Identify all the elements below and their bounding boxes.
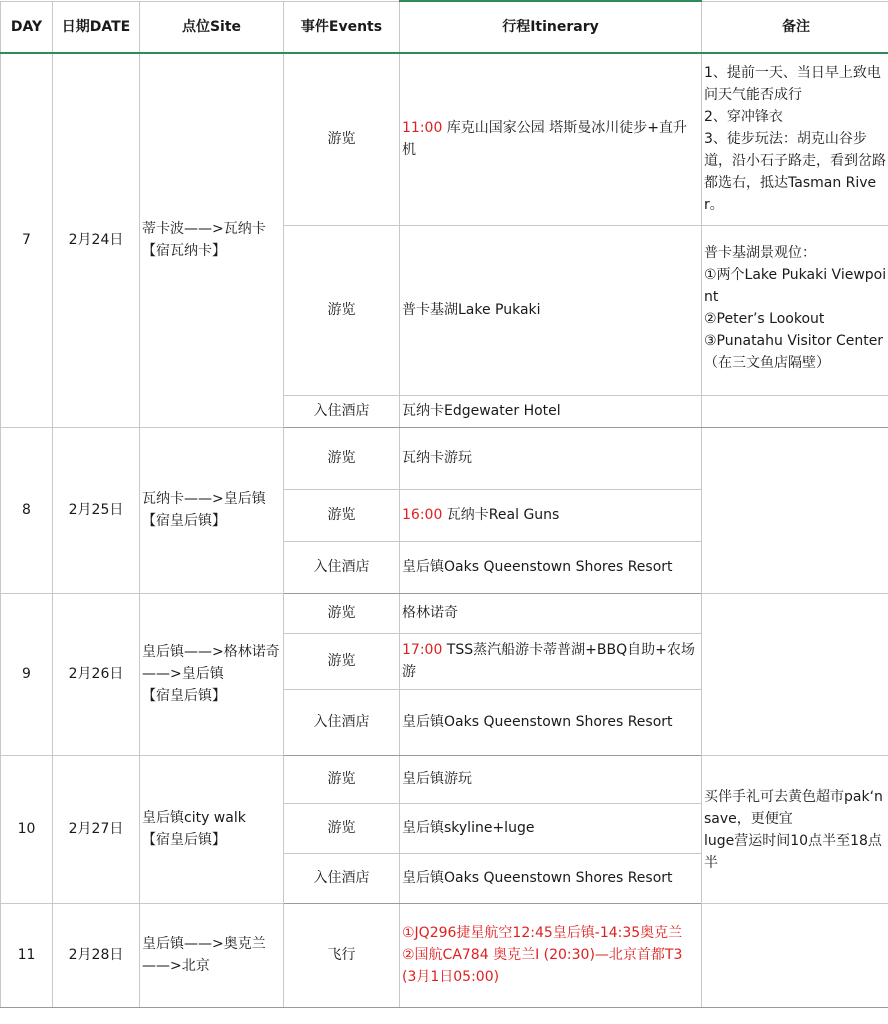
- itinerary-cell: [400, 633, 702, 689]
- itinerary-cell: [400, 689, 702, 755]
- itinerary-cell: [400, 903, 702, 1007]
- event-cell: 游览: [284, 633, 400, 689]
- itinerary-cell: [400, 53, 702, 225]
- itinerary-cell: [400, 803, 702, 853]
- itinerary-text: 瓦纳卡游玩: [402, 450, 472, 466]
- flight-line: ②国航CA784 奥克兰I (20:30)—北京首都T3 (3月1日05:00): [402, 947, 683, 985]
- site-cell: [140, 903, 284, 1007]
- day-number: 10: [1, 755, 53, 903]
- day-number: 9: [1, 593, 53, 755]
- site-cell: [140, 427, 284, 593]
- header-date: 日期DATE: [53, 1, 140, 53]
- notes-cell: [702, 395, 888, 427]
- site-line: 皇后镇city walk: [142, 810, 246, 826]
- itinerary-cell: [400, 755, 702, 803]
- site-line: 【宿瓦纳卡】: [142, 243, 226, 260]
- event-cell: 游览: [284, 489, 400, 541]
- header-events: 事件Events: [284, 1, 400, 53]
- date-cell: 2月25日: [53, 427, 140, 593]
- itinerary-cell: [400, 489, 702, 541]
- note-line: ③Punatahu Visitor Center（在三文鱼店隔壁）: [704, 332, 884, 371]
- itinerary-text: 瓦纳卡Edgewater Hotel: [402, 403, 561, 419]
- event-cell: 游览: [284, 53, 400, 225]
- itinerary-text: 皇后镇skyline+luge: [402, 820, 535, 836]
- table-row: [1, 755, 888, 803]
- header-row: [1, 1, 888, 53]
- itinerary-cell: [400, 853, 702, 903]
- site-line: 皇后镇——>格林诺奇——>皇后镇: [142, 644, 280, 682]
- notes-cell: [702, 427, 888, 593]
- itinerary-cell: [400, 395, 702, 427]
- event-cell: 游览: [284, 755, 400, 803]
- site-cell: [140, 755, 284, 903]
- itinerary-text: 皇后镇Oaks Queenstown Shores Resort: [402, 714, 673, 730]
- event-cell: 游览: [284, 225, 400, 395]
- note-line: ①两个Lake Pukaki Viewpoint: [704, 266, 887, 305]
- table-row: [1, 427, 888, 489]
- itinerary-text: 皇后镇Oaks Queenstown Shores Resort: [402, 559, 673, 575]
- itinerary-text: 库克山国家公园 塔斯曼冰川徒步+直升机: [402, 120, 687, 159]
- note-line: 买伴手礼可去黄色超市pak‘nsave，更便宜: [704, 788, 883, 827]
- header-notes: 备注: [702, 1, 888, 53]
- itinerary-cell: [400, 541, 702, 593]
- table-row: [1, 53, 888, 225]
- event-cell: 入住酒店: [284, 395, 400, 427]
- notes-cell: [702, 53, 888, 225]
- header-site: 点位Site: [140, 1, 284, 53]
- site-line: 蒂卡波——>瓦纳卡: [142, 221, 266, 238]
- note-line: 2、穿冲锋衣: [704, 109, 783, 125]
- site-line: 皇后镇——>奥克兰——>北京: [142, 936, 266, 974]
- itinerary-text: 格林诺奇: [402, 605, 458, 621]
- itinerary-text: TSS蒸汽船游卡蒂普湖+BBQ自助+农场游: [402, 642, 695, 680]
- notes-cell: [702, 593, 888, 755]
- site-line: 瓦纳卡——>皇后镇: [142, 491, 266, 507]
- notes-cell: [702, 225, 888, 395]
- itinerary-text: 瓦纳卡Real Guns: [442, 507, 560, 523]
- itinerary-text: 皇后镇Oaks Queenstown Shores Resort: [402, 870, 673, 886]
- flight-line: ①JQ296捷星航空12:45皇后镇-14:35奥克兰: [402, 925, 683, 941]
- event-cell: 入住酒店: [284, 689, 400, 755]
- note-line: 普卡基湖景观位：: [704, 244, 816, 261]
- event-cell: 游览: [284, 427, 400, 489]
- notes-cell: [702, 755, 888, 903]
- header-day: DAY: [1, 1, 53, 53]
- event-cell: 游览: [284, 593, 400, 633]
- itinerary-time: 17:00: [402, 642, 443, 658]
- site-line: 【宿皇后镇】: [142, 832, 226, 848]
- itinerary-text: 普卡基湖Lake Pukaki: [402, 302, 541, 318]
- event-cell: 入住酒店: [284, 541, 400, 593]
- table-row: [1, 903, 888, 1007]
- day-number: 7: [1, 53, 53, 427]
- itinerary-time: 16:00: [402, 507, 443, 523]
- note-line: 1、提前一天、当日早上致电问天气能否成行: [704, 65, 881, 103]
- itinerary-cell: [400, 427, 702, 489]
- event-cell: 飞行: [284, 903, 400, 1007]
- itinerary-cell: [400, 593, 702, 633]
- site-cell: [140, 593, 284, 755]
- header-itinerary: 行程Itinerary: [400, 1, 702, 53]
- date-cell: 2月27日: [53, 755, 140, 903]
- note-line: ②Peter’s Lookout: [704, 310, 825, 327]
- itinerary-text: 皇后镇游玩: [402, 771, 472, 787]
- note-line: luge营运时间10点半至18点半: [704, 832, 882, 871]
- date-cell: 2月26日: [53, 593, 140, 755]
- site-line: 【宿皇后镇】: [142, 688, 226, 704]
- date-cell: 2月24日: [53, 53, 140, 427]
- itinerary-time: 11:00: [402, 120, 443, 137]
- date-cell: 2月28日: [53, 903, 140, 1007]
- event-cell: 游览: [284, 803, 400, 853]
- site-line: 【宿皇后镇】: [142, 513, 226, 529]
- event-cell: 入住酒店: [284, 853, 400, 903]
- site-cell: [140, 53, 284, 427]
- day-number: 8: [1, 427, 53, 593]
- notes-cell: [702, 903, 888, 1007]
- note-line: 3、徒步玩法：胡克山谷步道，沿小石子路走，看到岔路都选右，抵达Tasman River。: [704, 131, 886, 213]
- itinerary-cell: [400, 225, 702, 395]
- table-row: [1, 593, 888, 633]
- day-number: 11: [1, 903, 53, 1007]
